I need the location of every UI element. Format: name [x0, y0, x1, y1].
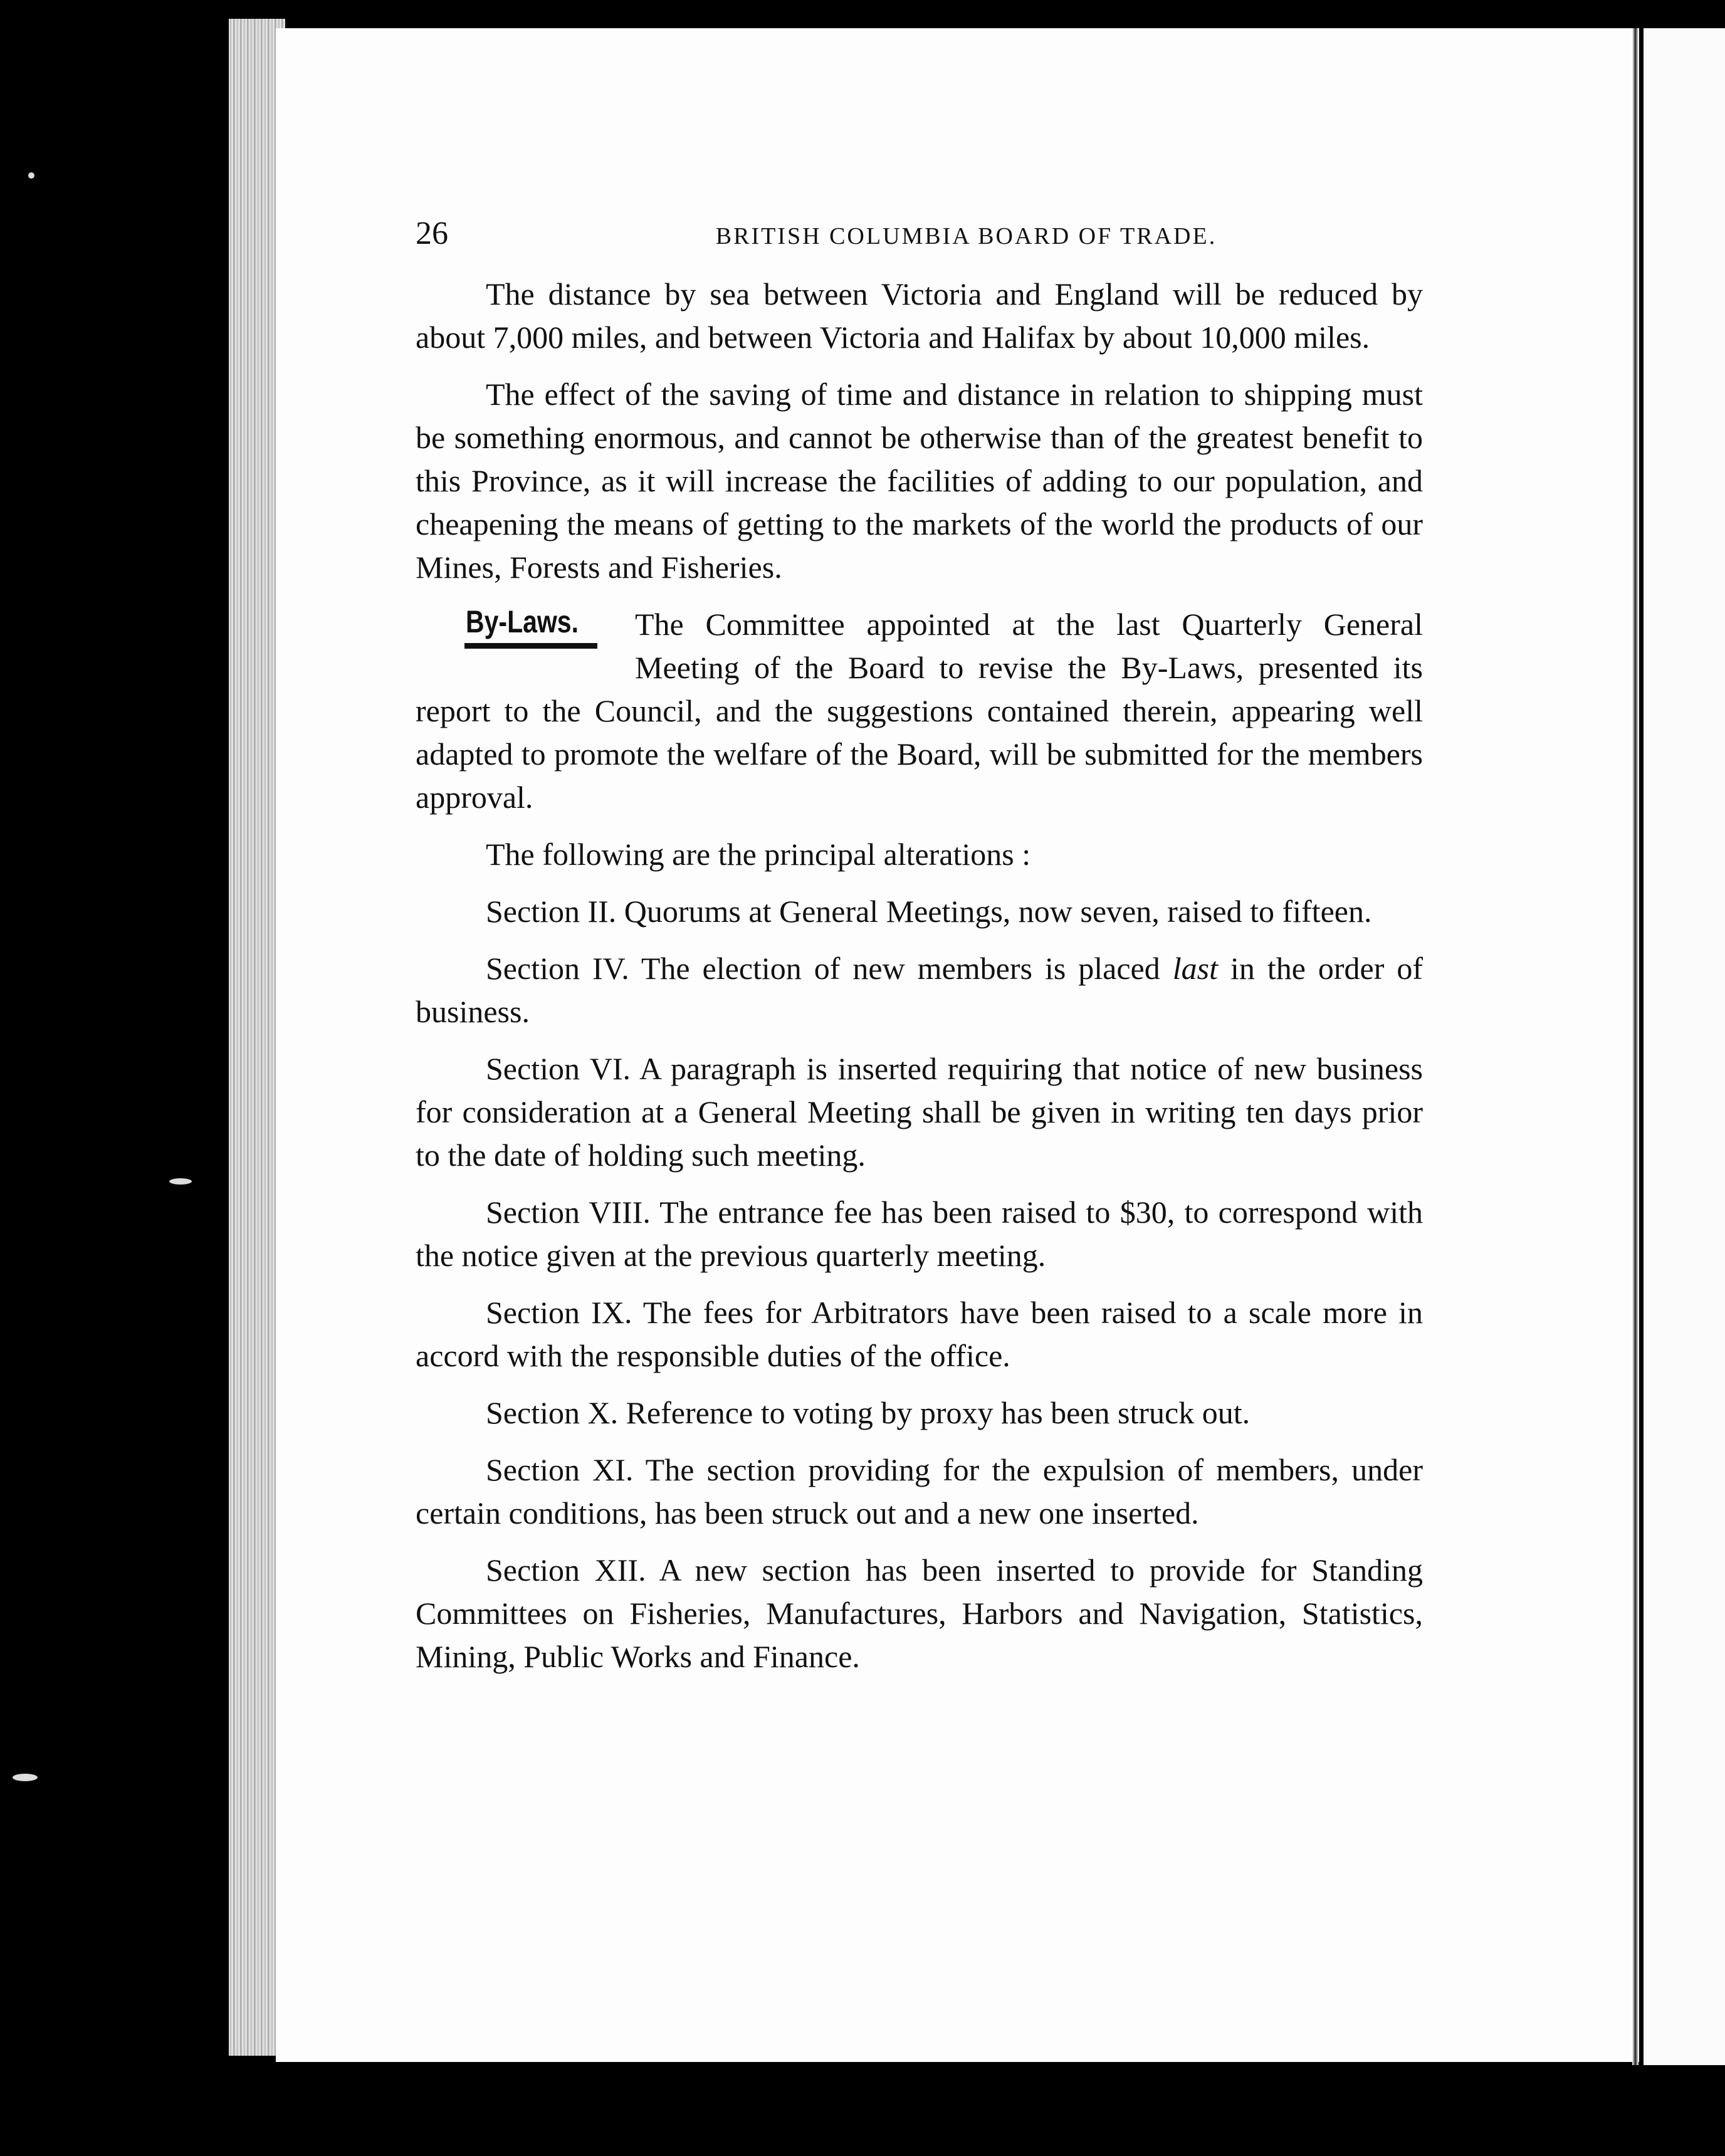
paragraph-alterations-intro: The following are the principal alterations :: [486, 837, 1031, 872]
facing-page-edge: [1644, 28, 1725, 2065]
section-iv: [416, 947, 1423, 1034]
paragraph-distance: The distance by sea between Victoria and England will be reduced by about 7,000 miles, and between Victoria and Halifax by about 10,000 miles.: [416, 276, 1423, 355]
page-header: [416, 212, 1423, 258]
section-vi: Section VI. A paragraph is inserted requiring that notice of new business for consideration at a General Meeting shall be given in writing ten days prior to the date of holding such meeting.: [416, 1051, 1423, 1173]
paragraph-effect: The effect of the saving of time and distance in relation to shipping must be something enormous, and cannot be otherwise than of the greatest benefit to this Province, as it will increase the facilities of adding to our population, and cheapening the means of getting to the markets of the world the products of our Mines, Forests and Fisheries.: [416, 377, 1423, 585]
section-xi: Section XI. The section providing for the expulsion of members, under certain conditions, has been struck out and a new one inserted.: [416, 1452, 1423, 1531]
section-viii: Section VIII. The entrance fee has been raised to $30, to correspond with the notice given at the previous quarterly meeting.: [416, 1195, 1423, 1273]
scan-speck: [28, 172, 34, 179]
bylaws-section: [416, 603, 1423, 819]
page-text: [416, 212, 1423, 1692]
paragraph-committee: The Committee appointed at the last Quarterly General Meeting of the Board to revise the By-Laws, presented its report to the Council, and the suggestions contained therein, appearing well adapted to promote the welfare of the Board, will be submitted for the members approval.: [416, 607, 1423, 815]
section-x: Section X. Reference to voting by proxy has been struck out.: [486, 1395, 1250, 1430]
section-ix: Section IX. The fees for Arbitrators have been raised to a scale more in accord with the responsible duties of the office.: [416, 1295, 1423, 1373]
sidenote-underline: [464, 643, 597, 649]
page-number: 26: [416, 216, 448, 251]
scan-speck: [13, 1774, 38, 1781]
gutter-shadow: [1632, 28, 1638, 2065]
running-head: BRITISH COLUMBIA BOARD OF TRADE.: [715, 223, 1217, 249]
section-xii: Section XII. A new section has been inserted to provide for Standing Committees on Fisheries, Manufactures, Harbors and Navigation, Statistics, Mining, Public Works and Finance.: [416, 1552, 1423, 1674]
bylaws-sidenote: By-Laws.: [466, 604, 579, 639]
scan-speck: [169, 1178, 192, 1185]
section-iv-tail: in the order of business.: [416, 951, 1423, 1029]
section-iv-text: Section IV. The election of new members is placed: [486, 951, 1173, 986]
margin-note: [416, 603, 635, 683]
section-ii: Section II. Quorums at General Meetings, now seven, raised to fifteen.: [486, 894, 1372, 929]
section-iv-italic: last: [1172, 951, 1218, 986]
